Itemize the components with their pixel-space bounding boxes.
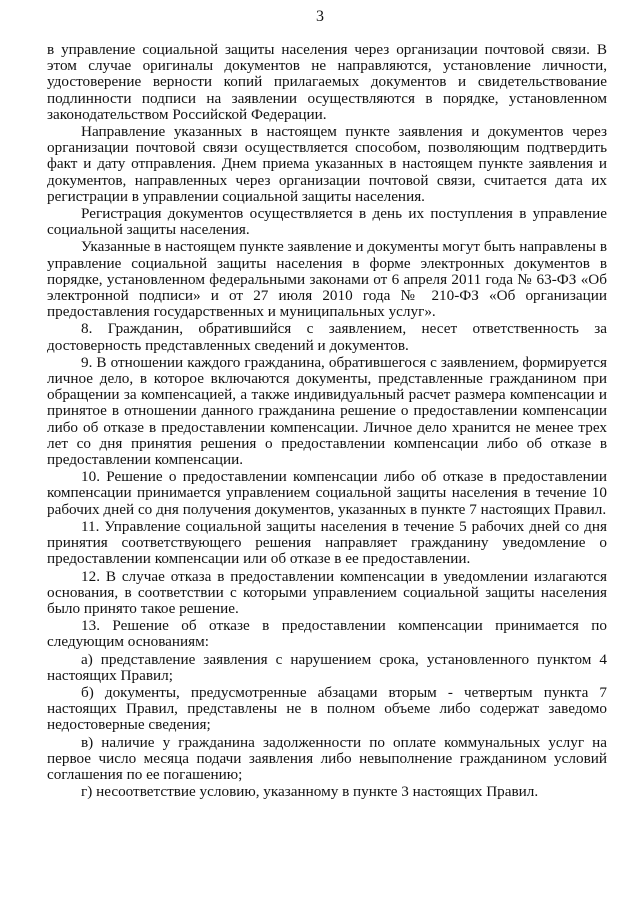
clause-8: 8. Гражданин, обратившийся с заявлением, несет ответственность за достоверность представленных сведений и документов.: [47, 320, 607, 354]
clause-13-item-g: г) несоответствие условию, указанному в пункте 3 настоящих Правил.: [81, 783, 539, 801]
clause-13-item-a: а) представление заявления с нарушением срока, установленного пунктом 4 настоящих Правил;: [47, 650, 607, 684]
clause-13-item-v: в) наличие у гражданина задолженности по оплате коммунальных услуг на первое число месяца подачи заявления либо невыполнение гражданином условий соглашения по ее погашению;: [47, 733, 607, 783]
paragraph-postal-sending: Направление указанных в настоящем пункте заявления и документов через организации почтовой связи осуществляется способом, позволяющим подтвердить факт и дату отправления. Днем приема указанных в настоящем пункте заявления и документов, направленных через организации почтовой связи, считается дата их регистрации в управлении социальной защиты населения.: [47, 123, 607, 205]
paragraph-registration: Регистрация документов осуществляется в день их поступления в управление социальной защиты населения.: [47, 205, 607, 239]
clause-13: 13. Решение об отказе в предоставлении компенсации принимается по следующим основаниям:: [47, 617, 607, 651]
paragraph-electronic-documents: Указанные в настоящем пункте заявление и документы могут быть направлены в управление социальной защиты населения в форме электронных документов в порядке, установленном федеральными законами от 6 апреля 2011 года № 63-ФЗ «Об электронной подписи» и от 27 июля 2010 года № 210-ФЗ «Об организации предоставления государственных и муниципальных услуг».: [47, 238, 607, 321]
clause-11: 11. Управление социальной защиты населения в течение 5 рабочих дней со дня принятия соответствующего решения направляет гражданину уведомление о предоставлении компенсации или об отказе в ее предоставлении.: [47, 517, 607, 568]
clause-12: 12. В случае отказа в предоставлении компенсации в уведомлении излагаются основания, в соответствии с которыми управлением социальной защиты населения было принято такое решение.: [47, 567, 607, 617]
clause-9: 9. В отношении каждого гражданина, обратившегося с заявлением, формируется личное дело, в которое включаются документы, представленные гражданином при обращении за компенсацией, а также индивидуальный расчет размера компенсации и принятое в отношении данного гражданина решение о предоставлении компенсации либо об отказе в предоставлении компенсации. Личное дело хранится не менее трех лет со дня принятия решения о предоставлении компенсации либо об отказе в предоставлении компенсации.: [47, 353, 607, 469]
clause-13-item-b: б) документы, предусмотренные абзацами вторым - четвертым пункта 7 настоящих Правил, представлены не в полном объеме либо содержат заведомо недостоверные сведения;: [47, 683, 607, 734]
page-number: 3: [316, 8, 324, 25]
document-body: [47, 42, 607, 801]
paragraph-continuation: в управление социальной защиты населения через организации почтовой связи. В этом случае оригиналы документов не направляются, установление личности, удостоверение верности копий прилагаемых документов и свидетельствование подлинности подписи на заявлении осуществляются в порядке, установленном законодательством Российской Федерации.: [47, 41, 607, 123]
clause-10: 10. Решение о предоставлении компенсации либо об отказе в предоставлении компенсации принимается управлением социальной защиты населения в течение 10 рабочих дней со дня получения документов, указанных в пункте 7 настоящих Правил.: [47, 468, 607, 518]
